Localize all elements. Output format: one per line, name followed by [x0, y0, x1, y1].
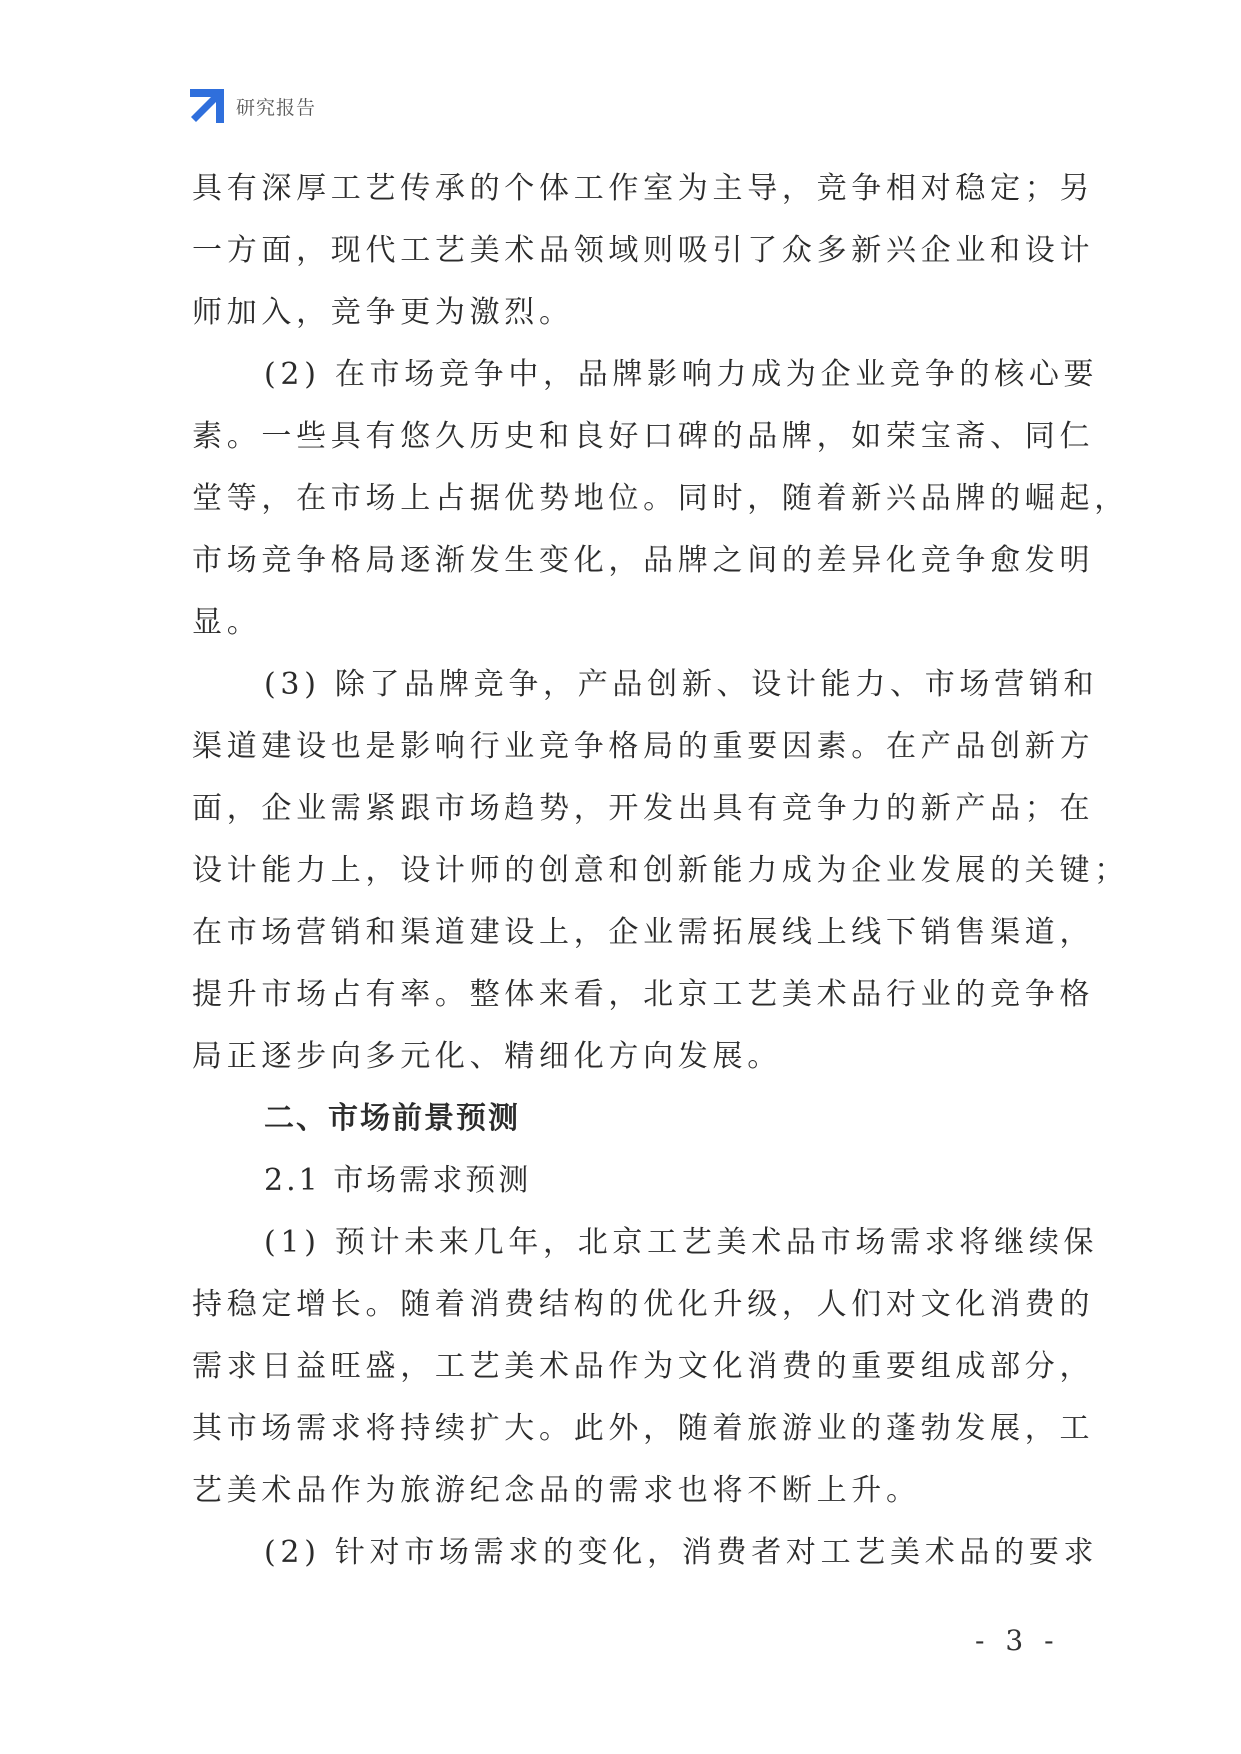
paragraph-line: 需求日益旺盛，工艺美术品作为文化消费的重要组成部分，	[192, 1349, 1095, 1384]
report-header	[190, 88, 316, 124]
paragraph-line: 其市场需求将持续扩大。此外，随着旅游业的蓬勃发展，工	[192, 1411, 1095, 1446]
paragraph-line: 在市场营销和渠道建设上，企业需拓展线上线下销售渠道，	[192, 915, 1095, 950]
paragraph-line: 师加入，竞争更为激烈。	[192, 295, 574, 330]
paragraph-line: 设计能力上，设计师的创意和创新能力成为企业发展的关键；	[192, 853, 1129, 888]
report-body	[192, 158, 1129, 1584]
paragraph-line: (2) 在市场竞争中，品牌影响力成为企业竞争的核心要	[264, 357, 1099, 392]
paragraph-line: 具有深厚工艺传承的个体工作室为主导，竞争相对稳定；另	[192, 171, 1095, 206]
subsection-heading: 2.1 市场需求预测	[264, 1163, 532, 1198]
paragraph-line: 持稳定增长。随着消费结构的优化升级，人们对文化消费的	[192, 1287, 1095, 1322]
paragraph-line: 提升市场占有率。整体来看，北京工艺美术品行业的竞争格	[192, 977, 1095, 1012]
paragraph-line: 显。	[192, 605, 262, 640]
paragraph-line: 堂等，在市场上占据优势地位。同时，随着新兴品牌的崛起，	[192, 481, 1129, 516]
arrow-logo-icon	[190, 89, 224, 123]
page-number: - 3 -	[975, 1624, 1060, 1657]
paragraph-line: 艺美术品作为旅游纪念品的需求也将不断上升。	[192, 1473, 921, 1508]
paragraph-line: 局正逐步向多元化、精细化方向发展。	[192, 1039, 782, 1074]
paragraph-line: (2) 针对市场需求的变化，消费者对工艺美术品的要求	[264, 1535, 1099, 1570]
paragraph-line: 素。一些具有悠久历史和良好口碑的品牌，如荣宝斋、同仁	[192, 419, 1095, 454]
paragraph-line: 面，企业需紧跟市场趋势，开发出具有竞争力的新产品；在	[192, 791, 1095, 826]
header-title: 研究报告	[236, 96, 317, 119]
paragraph-line: 一方面，现代工艺美术品领域则吸引了众多新兴企业和设计	[192, 233, 1095, 268]
paragraph-line: 市场竞争格局逐渐发生变化，品牌之间的差异化竞争愈发明	[192, 543, 1095, 578]
paragraph-line: (1) 预计未来几年，北京工艺美术品市场需求将继续保	[264, 1225, 1099, 1260]
paragraph-line: (3) 除了品牌竞争，产品创新、设计能力、市场营销和	[264, 667, 1099, 702]
paragraph-line: 渠道建设也是影响行业竞争格局的重要因素。在产品创新方	[192, 729, 1095, 764]
section-heading: 二、市场前景预测	[264, 1101, 520, 1136]
